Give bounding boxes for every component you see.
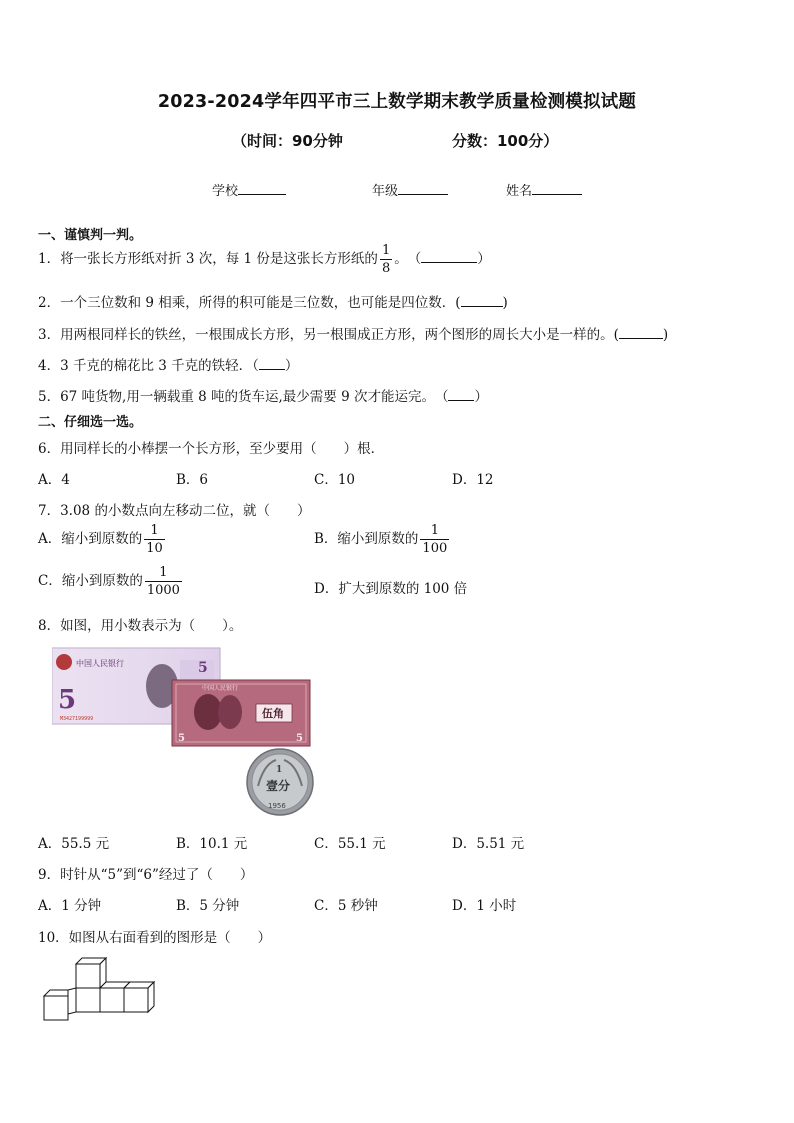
q2-close: ) [502, 295, 508, 311]
question-7: 7．3.08 的小数点向左移动二位，就（ ） [38, 503, 311, 519]
q9-option-b[interactable]: B．5 分钟 [176, 898, 240, 914]
q8-option-b[interactable]: B．10.1 元 [176, 836, 248, 852]
q5-text: 5．67 吨货物,用一辆载重 8 吨的货车运,最少需要 9 次才能运完。 （ [38, 389, 449, 405]
q1-text: 1．将一张长方形纸对折 3 次，每 1 份是这张长方形纸的 [38, 251, 378, 267]
name-field[interactable] [506, 180, 582, 199]
note1-corner-value: 5 [198, 660, 208, 676]
q3-answer-blank[interactable] [619, 326, 663, 339]
cube-figure [40, 956, 156, 1024]
note1-serial: M3427199999 [60, 716, 94, 722]
q1-tail: 。 （ [394, 251, 422, 267]
q8-option-a[interactable]: A．55.5 元 [38, 836, 110, 852]
q7-c-den: 1000 [146, 583, 180, 598]
exam-time: （时间：90分钟 [232, 132, 343, 150]
note1-value: 5 [58, 685, 77, 715]
five-jiao-note [172, 680, 310, 746]
emblem-icon [56, 654, 72, 670]
q7-b-fraction [420, 524, 449, 555]
q4-text: 4．3 千克的棉花比 3 千克的铁轻．（ [38, 358, 259, 374]
q7-option-d[interactable]: D．扩大到原数的 100 倍 [314, 581, 468, 597]
q7-c-fraction [145, 566, 182, 597]
section-judge: 一、谨慎判一判。 [38, 228, 143, 243]
section-choose: 二、仔细选一选。 [38, 415, 143, 430]
q8-option-d[interactable]: D．5.51 元 [452, 836, 525, 852]
cube-row-1 [68, 988, 100, 1014]
figure-right-icon [218, 695, 242, 729]
q7-a-den: 10 [146, 541, 163, 556]
question-4 [38, 354, 298, 374]
question-10: 10．如图从右面看到的图形是（ ） [38, 930, 272, 946]
q7-a-text: A．缩小到原数的 [38, 531, 143, 547]
q7-c-text: C．缩小到原数的 [38, 573, 143, 589]
q1-answer-blank[interactable] [421, 250, 477, 263]
q9-option-c[interactable]: C．5 秒钟 [314, 898, 378, 914]
grade-blank[interactable] [398, 182, 448, 195]
q7-a-fraction [144, 524, 165, 555]
q8-option-c[interactable]: C．55.1 元 [314, 836, 386, 852]
q4-answer-blank[interactable] [259, 357, 285, 370]
exam-score: 分数：100分） [452, 132, 559, 150]
question-5 [38, 385, 488, 405]
exam-title: 2023-2024学年四平市三上数学期末教学质量检测模拟试题 [157, 92, 637, 112]
q1-close: ） [477, 251, 491, 267]
question-6: 6．用同样长的小棒摆一个长方形，至少要用（ ）根． [38, 441, 385, 457]
fraction-one-eighth [380, 244, 392, 275]
note1-bank-text: 中国人民银行 [76, 659, 124, 668]
school-label: 学校 [212, 184, 239, 199]
figure-left-icon [194, 694, 222, 730]
question-3 [38, 323, 668, 343]
cube-top [76, 958, 106, 988]
coin-year: 1956 [268, 802, 286, 810]
q7-option-a[interactable] [38, 524, 167, 555]
q6-option-a[interactable]: A．4 [38, 472, 70, 488]
q7-c-num: 1 [159, 565, 168, 580]
q6-option-b[interactable]: B．6 [176, 472, 209, 488]
school-blank[interactable] [238, 182, 286, 195]
q6-option-d[interactable]: D．12 [452, 472, 494, 488]
q5-close: ） [474, 389, 488, 405]
name-label: 姓名 [506, 184, 533, 199]
note2-value-text: 伍角 [262, 707, 284, 720]
note2-bank-text: 中国人民银行 [202, 685, 239, 692]
q7-option-c[interactable] [38, 566, 184, 597]
q1-den: 8 [381, 261, 391, 276]
one-fen-coin [247, 749, 313, 815]
question-9: 9．时针从“5”到“6”经过了（ ） [38, 867, 254, 883]
question-2 [38, 291, 508, 311]
q9-option-d[interactable]: D．1 小时 [452, 898, 517, 914]
question-1 [38, 244, 491, 275]
q7-b-num: 1 [430, 523, 439, 538]
q9-option-a[interactable]: A．1 分钟 [38, 898, 102, 914]
q5-answer-blank[interactable] [448, 388, 474, 401]
note2-left-value: 5 [178, 733, 185, 744]
note2-right-value: 5 [296, 733, 303, 744]
q7-b-text: B．缩小到原数的 [314, 531, 419, 547]
name-blank[interactable] [532, 182, 582, 195]
school-field[interactable] [212, 180, 286, 199]
q7-b-den: 100 [422, 541, 448, 556]
grade-label: 年级 [372, 184, 399, 199]
q2-answer-blank[interactable] [461, 294, 503, 307]
coin-value: 壹分 [266, 779, 291, 793]
question-8: 8．如图，用小数表示为（ ）。 [38, 618, 243, 634]
money-figure [52, 646, 314, 818]
q2-text: 2．一个三位数和 9 相乘，所得的积可能是三位数，也可能是四位数．( [38, 295, 461, 311]
q1-num: 1 [381, 243, 391, 258]
coin-small-value: 1 [276, 765, 283, 775]
q3-close: ) [662, 327, 669, 343]
q4-close: ） [284, 358, 299, 374]
grade-field[interactable] [372, 180, 448, 199]
q3-text: 3．用两根同样长的铁丝，一根围成长方形，另一根围成正方形，两个图形的周长大小是一样的。( [38, 327, 619, 343]
q7-a-num: 1 [150, 523, 159, 538]
cube-row-3 [124, 982, 154, 1012]
q6-option-c[interactable]: C．10 [314, 472, 356, 488]
q7-option-b[interactable] [314, 524, 451, 555]
